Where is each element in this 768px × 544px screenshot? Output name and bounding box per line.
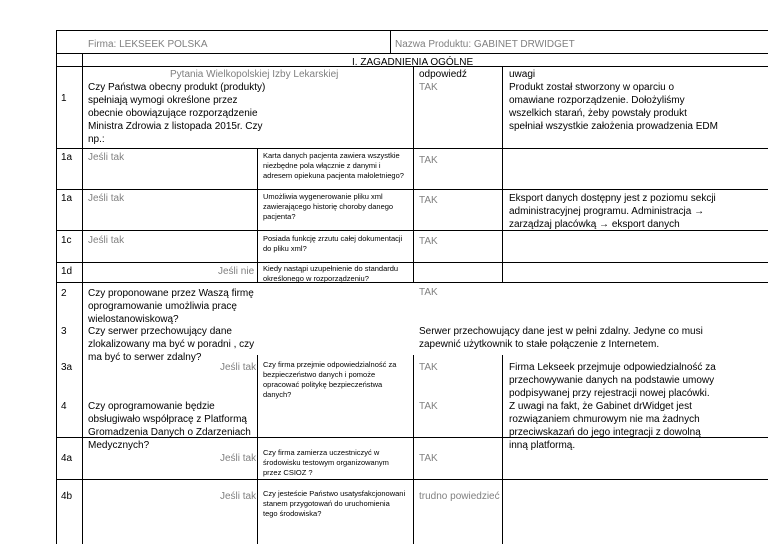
remark-text: Z uwagi na fakt, że Gabinet drWidget jest rozwiązaniem chmurowym nie ma żadnych przeciwskazań do jego integracji z dowolną inną platformą. (509, 401, 701, 451)
condition-label: Jeśli nie (218, 266, 255, 277)
condition-label: Jeśli tak (220, 362, 257, 373)
row-number: 1c (61, 235, 72, 246)
num-col-line (82, 53, 83, 544)
row-number: 4 (61, 401, 67, 412)
answer-value: TAK (419, 362, 438, 373)
answer-header: odpowiedź (419, 69, 467, 80)
answer-value: TAK (419, 195, 438, 206)
remark-text: Produkt został stworzony w oparciu o omawiane rozporządzenie. Dołożyliśmy wszelkich starań, żeby powstały produkt spełniał wszystkie założenia prowadzenia EDM (509, 82, 718, 132)
company-name: Firma: LEKSEEK POLSKA (88, 39, 208, 50)
row-line (56, 262, 768, 263)
row-number: 3 (61, 326, 67, 337)
condition-label: Jeśli tak (88, 235, 125, 246)
header-divider (56, 53, 768, 54)
row-line (56, 189, 768, 190)
question-text: Czy serwer przechowujący dane zlokalizowany ma być w poradni , czy ma być to serwer zdalny? (88, 326, 255, 363)
remark-text: Firma Lekseek przejmuje odpowiedzialność za przechowywanie danych na podstawie umowy podpisywanej przy rejestracji nowej placówki. (509, 362, 716, 399)
answer-value: TAK (419, 155, 438, 166)
row-number: 3a (61, 362, 73, 373)
answer-value: TAK (419, 401, 438, 412)
header-col-line (390, 30, 391, 54)
table-border-top (56, 30, 768, 31)
answer-value: TAK (419, 453, 438, 464)
sub-question: Posiada funkcję zrzutu całej dokumentacji do pliku xml? (263, 234, 403, 253)
sub-col-line (257, 355, 258, 544)
answer-value: TAK (419, 287, 438, 298)
remark-col-line (502, 355, 503, 544)
section-title: I. ZAGADNIENIA OGÓLNE (352, 57, 474, 68)
row-number: 1d (61, 266, 73, 277)
row-line (56, 479, 768, 480)
remark-text: Serwer przechowujący dane jest w pełni zdalny. Jedyne co musi zapewnić użytkownik to stałe połączenie z Internetem. (419, 326, 703, 350)
remark-text: Eksport danych dostępny jest z poziomu sekcji administracyjnej programu. Administracja → zarządzaj placówką → eksport danych (509, 193, 716, 230)
sub-question: Karta danych pacjenta zawiera wszystkie niezbędne pola włącznie z danymi i adresem opiekuna pacjenta małoletniego? (263, 151, 404, 180)
row-number: 4b (61, 491, 73, 502)
sub-col-line (257, 148, 258, 283)
answer-col-line (413, 355, 414, 544)
remark-col-line (502, 66, 503, 283)
condition-label: Jeśli tak (88, 152, 125, 163)
row-number: 1a (61, 152, 73, 163)
row-number: 4a (61, 453, 73, 464)
answer-col-line (413, 66, 414, 283)
row-number: 1a (61, 193, 73, 204)
condition-label: Jeśli tak (88, 193, 125, 204)
sub-question: Czy firma zamierza uczestniczyć w środowisku testowym organizowanym przez CSIOZ ? (263, 448, 389, 477)
sub-question: Kiedy nastąpi uzupełnienie do standardu określonego w rozporządzeniu? (263, 264, 399, 283)
condition-label: Jeśli tak (220, 453, 257, 464)
row-number: 2 (61, 288, 67, 299)
table-border-left (56, 30, 57, 544)
row-line (56, 148, 768, 149)
questions-header: Pytania Wielkopolskiej Izby Lekarskiej (170, 69, 339, 80)
answer-value: trudno powiedzieć (419, 491, 500, 502)
question-text: Czy Państwa obecny produkt (produkty) spełniają wymogi określone przez obecnie obowiązujące rozporządzenie Ministra Zdrowia z listopada 2015r. Czy np.: (88, 82, 266, 145)
answer-value: TAK (419, 82, 438, 93)
product-name: Nazwa Produktu: GABINET DRWIDGET (395, 39, 575, 50)
row-number: 1 (61, 93, 67, 104)
question-text: Czy proponowane przez Waszą firmę oprogramowanie umożliwia pracę wielostanowiskową? (88, 288, 254, 325)
question-text: Czy oprogramowanie będzie obsługiwało współpracę z Platformą Gromadzenia Danych o Zdarzeniach Medycznych? (88, 401, 251, 451)
sub-question: Umożliwia wygenerowanie pliku xml zawierającego historię choroby danego pacjenta? (263, 192, 394, 221)
remarks-header: uwagi (509, 69, 536, 80)
sub-question: Czy jesteście Państwo usatysfakcjonowani stanem przygotowań do uruchomienia tego środowiska? (263, 489, 406, 518)
sub-question: Czy firma przejmie odpowiedzialność za bezpieczeństwo danych i pomoże opracować politykę bezpieczeństwa danych? (263, 360, 397, 399)
condition-label: Jeśli tak (220, 491, 257, 502)
answer-value: TAK (419, 236, 438, 247)
row-line (56, 282, 768, 283)
